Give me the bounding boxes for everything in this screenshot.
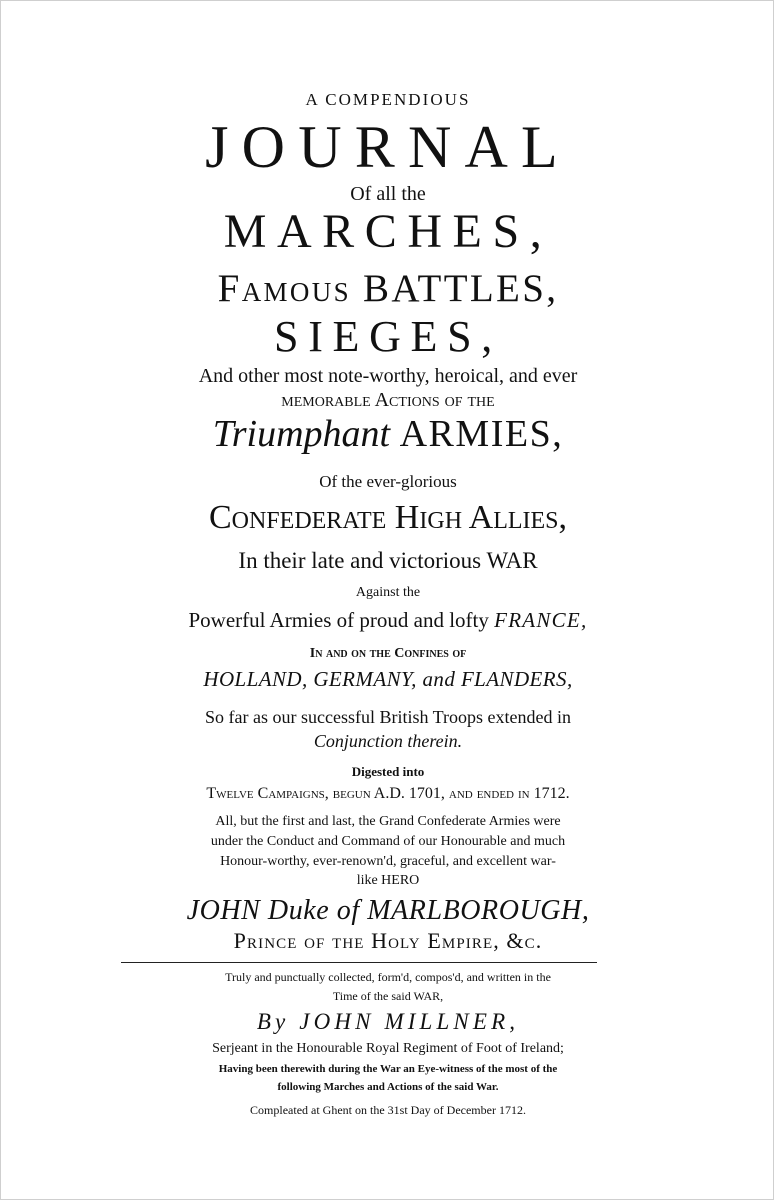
text-twelve-campaigns: Twelve Campaigns, begun A.D. 1701, and ended in 1712. — [206, 785, 570, 802]
text-like-hero: like HERO — [356, 873, 420, 888]
heading-famous-battles: Famous BATTLES, — [217, 267, 559, 310]
text-powerful-armies-line — [101, 610, 675, 631]
text-compleated-at-ghent: Compleated at Ghent on the 31st Day of December 1712. — [250, 1103, 526, 1117]
text-ever-glorious: Of the ever-glorious — [319, 472, 457, 491]
text-note-worthy-actions: And other most note-worthy, heroical, and ever — [198, 365, 578, 387]
text-digested-into: Digested into — [351, 764, 425, 779]
text-against-the: Against the — [355, 585, 421, 600]
text-time-of-the-said-war: Time of the said WAR, — [332, 989, 444, 1003]
text-holland-germany-flanders: HOLLAND, GERMANY, and FLANDERS, — [203, 667, 573, 691]
divider-rule — [121, 962, 597, 963]
text-in-and-on-the-confines: In and on the Confines of — [309, 646, 467, 661]
heading-journal: JOURNAL — [205, 114, 571, 180]
text-victorious-war: In their late and victorious WAR — [238, 548, 538, 573]
text-eye-witness: Having been therewith during the War an Eye-witness of the most of the — [218, 1063, 558, 1075]
heading-by-john-millner: By JOHN MILLNER, — [256, 1009, 520, 1034]
text-memorable-actions: memorable Actions of the — [281, 389, 495, 411]
heading-confederate-high-allies: Confederate High Allies, — [208, 499, 568, 536]
text-serjeant-royal-regiment: Serjeant in the Honourable Royal Regiment of Foot of Ireland; — [212, 1041, 564, 1056]
text-france: FRANCE, — [494, 608, 588, 632]
text-truly-and-punctually: Truly and punctually collected, form'd, compos'd, and written in the — [225, 970, 551, 984]
text-following-marches: following Marches and Actions of the said War. — [277, 1081, 499, 1093]
heading-sieges: SIEGES, — [274, 312, 502, 361]
heading-triumphant-armies — [101, 415, 675, 453]
heading-a-compendious: A COMPENDIOUS — [305, 90, 471, 109]
heading-marches: MARCHES, — [223, 205, 553, 258]
text-of-all-the: Of all the — [350, 183, 426, 205]
heading-john-duke-of-marlborough: JOHN Duke of MARLBOROUGH, — [186, 895, 590, 926]
text-conduct-and-command: under the Conduct and Command of our Honourable and much — [210, 834, 566, 849]
text-powerful-armies: Powerful Armies of proud and lofty — [188, 608, 489, 632]
text-successful-troops: So far as our successful British Troops extended in — [205, 707, 571, 727]
text-armies: ARMIES, — [399, 413, 564, 455]
text-honour-worthy: Honour-worthy, ever-renown'd, graceful, and excellent war- — [220, 854, 556, 869]
text-conjunction-therein: Conjunction therein. — [313, 731, 463, 751]
text-grand-confederate-armies: All, but the first and last, the Grand Confederate Armies were — [215, 814, 561, 829]
text-triumphant: Triumphant — [212, 413, 391, 455]
text-memorable-actions-line — [101, 390, 675, 410]
heading-prince-of-the-holy-empire: Prince of the Holy Empire, &c. — [233, 928, 543, 953]
